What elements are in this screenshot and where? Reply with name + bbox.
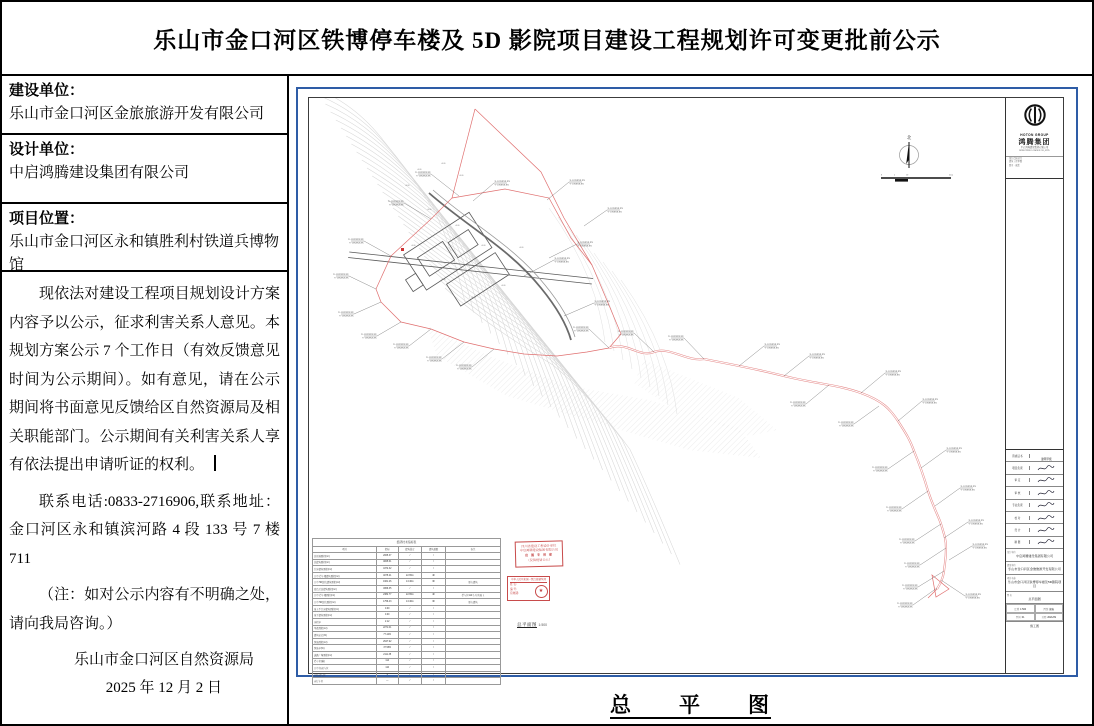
svg-text:X=323XXXX.XX: X=323XXXX.XX [415, 171, 431, 174]
titleblock-sig-row: 审 核 [1006, 487, 1063, 499]
svg-text:Y=50XXXX.XX: Y=50XXXX.XX [339, 315, 354, 318]
svg-text:X=323XXXX.XX: X=323XXXX.XX [838, 421, 854, 424]
svg-text:Y=50XXXX.XX: Y=50XXXX.XX [885, 374, 900, 377]
logo-box [1006, 98, 1063, 179]
table-row: 地下建筑面积(m²) 0.00 / / [313, 612, 501, 619]
svg-text:X=323XXXX.XX: X=323XXXX.XX [972, 543, 988, 546]
titleblock-sig-row: 资质证书 建筑甲级 [1006, 450, 1063, 462]
svg-text:X=323XXXX.XX: X=323XXXX.XX [809, 353, 825, 356]
svg-text:±0.00: ±0.00 [411, 245, 416, 247]
svg-text:X=323XXXX.XX: X=323XXXX.XX [904, 562, 920, 565]
titleblock-sig-row: 专业负责 [1006, 500, 1063, 512]
svg-text:X=323XXXX.XX: X=323XXXX.XX [922, 398, 938, 401]
table-row: 其中 5D影院面积(m²) 1756.43 13.46m 3F 原有建筑 [313, 599, 501, 606]
table-row: 其中 停车楼建筑面积(m²) 4075.21 22.65m 4F [313, 572, 501, 579]
svg-text:X=323XXXX.XX: X=323XXXX.XX [968, 519, 984, 522]
north-arrow [900, 134, 919, 168]
svg-text:X=323XXXX.XX: X=323XXXX.XX [872, 466, 888, 469]
svg-text:Y=50XXXX.XX: Y=50XXXX.XX [968, 523, 983, 526]
red-boundary [376, 109, 621, 356]
svg-text:X=323XXXX.XX: X=323XXXX.XX [886, 506, 902, 509]
svg-text:Y=50XXXX.XX: Y=50XXXX.XX [607, 211, 622, 214]
svg-text:±0.00: ±0.00 [519, 247, 524, 249]
svg-text:Y=50XXXX.XX: Y=50XXXX.XX [349, 242, 364, 245]
svg-text:Y=50XXXX.XX: Y=50XXXX.XX [334, 277, 349, 280]
table-row: 其中 机动车位 110 / / [313, 665, 501, 672]
svg-text:0: 0 [881, 174, 883, 177]
title-block-rows [1006, 449, 1063, 673]
svg-text:X=323XXXX.XX: X=323XXXX.XX [946, 447, 962, 450]
titleblock-stage: 施工图 [1029, 623, 1039, 628]
svg-text:Y=50XXXX.XX: Y=50XXXX.XX [494, 184, 509, 187]
svg-text:X=323XXXX.XX: X=323XXXX.XX [554, 257, 570, 260]
svg-text:X=323XXXX.XX: X=323XXXX.XX [348, 238, 364, 241]
svg-text:Y=50XXXX.XX: Y=50XXXX.XX [887, 510, 902, 513]
logo-address-lines: 设计资质证书 建筑工程甲级 四川 · 成都 [1006, 156, 1063, 169]
sheet-caption-text: 总 平 图 [610, 693, 771, 717]
title-bar [2, 2, 1092, 76]
svg-text:X=323XXXX.XX: X=323XXXX.XX [338, 311, 354, 314]
plan-scale-label [517, 622, 547, 628]
svg-text:X=323XXXX.XX: X=323XXXX.XX [902, 584, 918, 587]
notice-text: 现依法对建设工程项目规划设计方案内容予以公示，征求利害关系人意见。本规划方案公示 7 个工作日（有效反馈意见时间为公示期间）。如有意见，请在公示期间将书面意见反馈给区自然资源局及相关职能部门。公示期间有关利害关系人享有依法提出申请听证的权利。 [9, 286, 280, 473]
internal-road-dark [429, 193, 571, 340]
svg-text:±0.00: ±0.00 [441, 163, 446, 165]
svg-text:X=323XXXX.XX: X=323XXXX.XX [897, 602, 913, 605]
notice-paragraph[interactable] [9, 280, 280, 480]
svg-text:X=323XXXX.XX: X=323XXXX.XX [494, 180, 510, 183]
svg-text:25m: 25m [949, 174, 953, 177]
project-location-label: 项目位置： [9, 211, 85, 227]
tech-indicator-table-wrap [312, 538, 501, 685]
table-row: 自行车位 — / / [313, 678, 501, 685]
drawing-sheet [308, 97, 1064, 684]
contact-paragraph: 联系电话:0833-2716906,联系地址：金口河区永和镇滨河路 4 段 133 号 7 楼 711 [9, 493, 280, 567]
table-row: 绿地率(%) 37.58% / / [313, 645, 501, 652]
titleblock-field: 项目名称 乐山市金口河区铁博停车楼及5D影院项目 [1006, 575, 1063, 592]
svg-text:Y=50XXXX.XX: Y=50XXXX.XX [791, 405, 806, 408]
plan-name: 总平面图 [517, 622, 537, 627]
svg-text:X=323XXXX.XX: X=323XXXX.XX [577, 241, 593, 244]
svg-text:X=323XXXX.XX: X=323XXXX.XX [333, 273, 349, 276]
logo-text-en: HOTON GROUP [1020, 133, 1049, 137]
note-paragraph: （注：如对公示内容有不明确之处，请向我局咨询。） [9, 587, 280, 632]
drawing-panel [289, 76, 1092, 724]
table-row: 改造后总建筑面积(m²) 4956.35 / / [313, 586, 501, 593]
svg-text:Y=50XXXX.XX: Y=50XXXX.XX [619, 334, 634, 337]
date-line: 2025 年 12 月 2 日 [105, 680, 222, 696]
svg-text:Y=50XXXX.XX: Y=50XXXX.XX [809, 357, 824, 360]
north-label: 北 [906, 135, 912, 140]
svg-text:X=323XXXX.XX: X=323XXXX.XX [393, 343, 409, 346]
table-row: 计容建筑面积(m²) 4372.32 / / [313, 566, 501, 573]
svg-text:Y=50XXXX.XX: Y=50XXXX.XX [457, 368, 472, 371]
title-block-strip [1005, 98, 1063, 673]
svg-text:±0.00: ±0.00 [459, 175, 464, 177]
project-location-value: 乐山市金口河区永和镇胜利村铁道兵博物馆 [9, 234, 280, 273]
svg-text:±0.00: ±0.00 [427, 209, 432, 211]
svg-text:±0.00: ±0.00 [441, 279, 446, 281]
embedded-drawing-image[interactable] [296, 87, 1078, 684]
svg-text:±0.00: ±0.00 [501, 285, 506, 287]
svg-text:±0.00: ±0.00 [471, 297, 476, 299]
section-design-unit [2, 135, 287, 204]
table-row: 地上不计容建筑面积(m²) 0.00 / / [313, 605, 501, 612]
svg-text:X=323XXXX.XX: X=323XXXX.XX [790, 401, 806, 404]
svg-text:Y=50XXXX.XX: Y=50XXXX.XX [905, 566, 920, 569]
svg-text:X=323XXXX.XX: X=323XXXX.XX [607, 207, 623, 210]
svg-text:X=323XXXX.XX: X=323XXXX.XX [899, 538, 915, 541]
info-sidebar [2, 76, 289, 724]
svg-text:±0.00: ±0.00 [455, 225, 460, 227]
titleblock-meta: 比例1:500 图别建施 图号01 日期2021/09 [1006, 604, 1063, 622]
design-unit-label: 设计单位： [9, 142, 85, 158]
svg-text:X=323XXXX.XX: X=323XXXX.XX [388, 200, 404, 203]
svg-text:X=323XXXX.XX: X=323XXXX.XX [965, 593, 981, 596]
scale-bar [881, 175, 953, 182]
registered-architect-stamp: 中华人民共和国一级注册建筑师 姓 名： 编 号： 有效期： ★ [507, 576, 550, 601]
svg-text:X=323XXXX.XX: X=323XXXX.XX [618, 330, 634, 333]
titleblock-sig-row: 校 对 [1006, 512, 1063, 524]
table-row: 道路广场面积(m²) 2111.35 / / [313, 652, 501, 659]
svg-text:Y=50XXXX.XX: Y=50XXXX.XX [362, 337, 377, 340]
table-row: 建筑密度(%) 77.44% / / [313, 632, 501, 639]
svg-text:X=323XXXX.XX: X=323XXXX.XX [361, 333, 377, 336]
titleblock-field: 设计单位 中启鸿腾建设集团有限公司 [1006, 549, 1063, 562]
design-unit-value: 中启鸿腾建设集团有限公司 [9, 165, 190, 181]
svg-text:Y=50XXXX.XX: Y=50XXXX.XX [569, 183, 584, 186]
svg-text:X=323XXXX.XX: X=323XXXX.XX [668, 335, 684, 338]
sheet-caption [289, 689, 1092, 719]
section-construction-unit [2, 76, 287, 135]
plan-scale: 1:500 [538, 623, 547, 627]
content-area [2, 76, 1092, 724]
logo-subline-1: 中启鸿腾建设集团有限公司 [1020, 147, 1049, 149]
section-project-location [2, 204, 287, 272]
svg-text:X=323XXXX.XX: X=323XXXX.XX [573, 326, 589, 329]
red-site-marker [401, 248, 404, 251]
titleblock-sig-row: 制 图 [1006, 537, 1063, 549]
table-title: 经济技术指标表 [313, 539, 501, 547]
svg-text:Y=50XXXX.XX: Y=50XXXX.XX [389, 204, 404, 207]
svg-text:Y=50XXXX.XX: Y=50XXXX.XX [960, 489, 975, 492]
svg-text:X=323XXXX.XX: X=323XXXX.XX [960, 485, 976, 488]
round-seal-icon: ★ [535, 585, 548, 598]
svg-text:X=323XXXX.XX: X=323XXXX.XX [764, 343, 780, 346]
svg-text:5: 5 [894, 174, 896, 177]
notice-body[interactable] [2, 272, 287, 702]
svg-text:X=323XXXX.XX: X=323XXXX.XX [594, 300, 610, 303]
hoton-group-logo-icon [1023, 103, 1047, 127]
svg-text:Y=50XXXX.XX: Y=50XXXX.XX [873, 470, 888, 473]
construction-unit-label: 建设单位： [9, 83, 85, 99]
table-row: 绿地面积(m²) 2647.92 / / [313, 638, 501, 645]
svg-text:X=323XXXX.XX: X=323XXXX.XX [456, 364, 472, 367]
table-row: 总建筑面积(m²) 4825.61 / / [313, 559, 501, 566]
svg-text:Y=50XXXX.XX: Y=50XXXX.XX [900, 542, 915, 545]
svg-text:10: 10 [906, 174, 909, 177]
titleblock-field: 图 名 总平面图 [1006, 592, 1063, 605]
tech-indicator-table: 经济技术指标表 项目 指标 建筑高度 建筑层数 备注 总用地面积(m²) 2065.37 / / 总建筑面积(m²) 4825.61 / / 计容建筑面积(m²) 4372.32 / / 其中 停车楼建筑面积(m²) 4075.21 22.65m 4F 其中 5D影院建筑面积(m²) 1961.26 13.46m 3F 原有建筑 改造后总建筑面积(m²) 4956.35 / / 其中 停车楼面积(m²) 2382.77 22.65m 4F 停车位114个,均为地上 其中 5D影院面积(m²) 1756.43 13.46m 3F 原有建筑 地上不计容建筑面积(m²) 0.00 / / 地下建筑面积(m²) 0.00 / / 容积率 2.12 / / 基底面积(m²) 2271.01 / / 建筑密度(%) 77.44% / / 绿地面积(m²) 2647.92 / / 绿地率(%) 37.58% / / 道路广场面积(m²) 2111.35 / / 停车位(辆) 114 / / 其中 机动车位 110 / / 非机动车位 4 / / 自行车位 — / / [312, 538, 501, 685]
titleblock-field: 建设单位 乐山市金口河区金旅旅游开发有限公司 [1006, 562, 1063, 575]
svg-text:±0.00: ±0.00 [481, 245, 486, 247]
svg-text:Y=50XXXX.XX: Y=50XXXX.XX [669, 339, 684, 342]
titleblock-sig-row: 审 定 [1006, 475, 1063, 487]
svg-text:Y=50XXXX.XX: Y=50XXXX.XX [394, 347, 409, 350]
svg-text:Y=50XXXX.XX: Y=50XXXX.XX [594, 304, 609, 307]
agency-signature: 乐山市金口河区自然资源局 [73, 652, 254, 668]
svg-text:Y=50XXXX.XX: Y=50XXXX.XX [972, 547, 987, 550]
design-firm-stamp: 四川省建设工程设计单位 中启鸿腾建设集团有限公司 出 图 专 用 章 （仅供规划公示） [515, 540, 564, 567]
table-row: 基底面积(m²) 2271.01 / / [313, 625, 501, 632]
table-row: 容积率 2.12 / / [313, 619, 501, 626]
page-title: 乐山市金口河区铁博停车楼及 5D 影院项目建设工程规划许可变更批前公示 [153, 27, 941, 53]
svg-text:Y=50XXXX.XX: Y=50XXXX.XX [574, 330, 589, 333]
text-caret [214, 455, 216, 471]
construction-unit-value: 乐山市金口河区金旅旅游开发有限公司 [9, 106, 265, 122]
titleblock-sig-row: 设 计 [1006, 524, 1063, 536]
titleblock-sig-row: 项目负责 [1006, 462, 1063, 474]
svg-text:Y=50XXXX.XX: Y=50XXXX.XX [922, 402, 937, 405]
svg-text:±0.00: ±0.00 [417, 169, 422, 171]
svg-text:Y=50XXXX.XX: Y=50XXXX.XX [416, 175, 431, 178]
logo-text-cn: 鸿腾集团 [1018, 138, 1051, 146]
table-row: 非机动车位 4 / / [313, 671, 501, 678]
table-row: 其中 停车楼面积(m²) 2382.77 22.65m 4F 停车位114个,均为地上 [313, 592, 501, 599]
table-row: 停车位(辆) 114 / / [313, 658, 501, 665]
svg-text:Y=50XXXX.XX: Y=50XXXX.XX [898, 606, 913, 609]
svg-text:X=323XXXX.XX: X=323XXXX.XX [426, 356, 442, 359]
svg-text:X=323XXXX.XX: X=323XXXX.XX [569, 179, 585, 182]
svg-text:Y=50XXXX.XX: Y=50XXXX.XX [427, 360, 442, 363]
svg-text:Y=50XXXX.XX: Y=50XXXX.XX [965, 597, 980, 600]
svg-text:Y=50XXXX.XX: Y=50XXXX.XX [946, 451, 961, 454]
svg-text:X=323XXXX.XX: X=323XXXX.XX [885, 370, 901, 373]
svg-text:Y=50XXXX.XX: Y=50XXXX.XX [577, 245, 592, 248]
svg-text:Y=50XXXX.XX: Y=50XXXX.XX [903, 588, 918, 591]
svg-text:±0.00: ±0.00 [405, 185, 410, 187]
svg-text:Y=50XXXX.XX: Y=50XXXX.XX [554, 261, 569, 264]
table-row: 总用地面积(m²) 2065.37 / / [313, 553, 501, 560]
svg-text:Y=50XXXX.XX: Y=50XXXX.XX [839, 425, 854, 428]
svg-text:Y=50XXXX.XX: Y=50XXXX.XX [764, 347, 779, 350]
table-row: 其中 5D影院建筑面积(m²) 1961.26 13.46m 3F 原有建筑 [313, 579, 501, 586]
logo-subline-2: HONGTENG GROUP CO.,LTD. [1019, 150, 1050, 153]
